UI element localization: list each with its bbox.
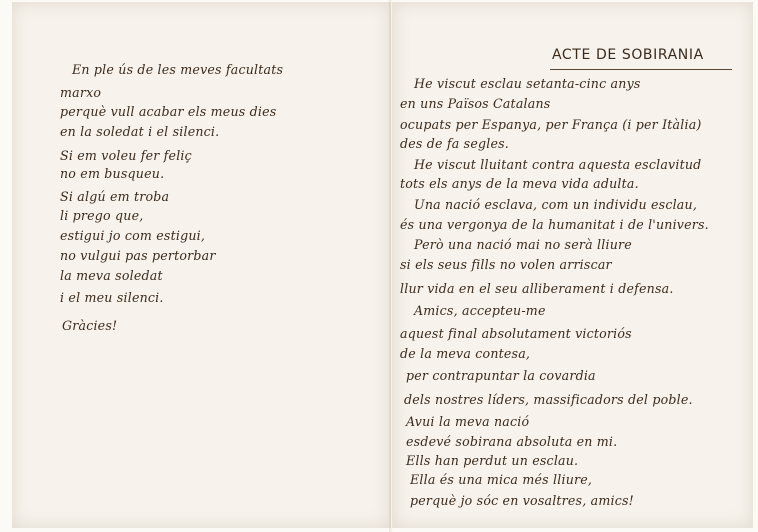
right-line: Ella és una mica més lliure, (410, 472, 593, 487)
right-line: llur vida en el seu alliberament i defensa. (400, 281, 674, 296)
right-line: és una vergonya de la humanitat i de l'univers. (400, 217, 709, 232)
right-line: Amics, accepteu-me (414, 303, 546, 318)
left-line: perquè vull acabar els meus dies (60, 104, 277, 119)
right-line: ocupats per Espanya, per França (i per Itàlia) (400, 117, 702, 132)
left-line: Gràcies! (62, 318, 118, 333)
page-fold (389, 0, 393, 532)
left-line: Si em voleu fer feliç (60, 148, 192, 163)
right-line: perquè jo sóc en vosaltres, amics! (410, 493, 634, 508)
right-line: Avui la meva nació (406, 414, 530, 429)
left-line: no em busqueu. (60, 166, 165, 181)
right-line: Una nació esclava, com un individu esclau, (414, 197, 698, 212)
right-line: en uns Països Catalans (400, 96, 551, 111)
left-line: li prego que, (60, 208, 144, 223)
left-line: i el meu silenci. (60, 290, 164, 305)
right-line: Però una nació mai no serà lliure (414, 237, 632, 252)
left-line: estigui jo com estigui, (60, 228, 206, 243)
left-line: no vulgui pas pertorbar (60, 248, 216, 263)
right-line: si els seus fills no volen arriscar (400, 257, 612, 272)
left-page (12, 2, 391, 528)
title-underline (550, 69, 732, 70)
right-line: des de fa segles. (400, 136, 509, 151)
right-line: per contrapuntar la covardia (406, 368, 596, 383)
document-title: ACTE DE SOBIRANIA (552, 47, 704, 63)
right-line: He viscut lluitant contra aquesta esclavitud (414, 157, 702, 172)
left-line: Si algú em troba (60, 189, 170, 204)
right-line: He viscut esclau setanta-cinc anys (414, 76, 641, 91)
right-line: de la meva contesa, (400, 346, 531, 361)
left-line: En ple ús de les meves facultats (72, 62, 284, 77)
left-line: en la soledat i el silenci. (60, 124, 220, 139)
right-line: Ells han perdut un esclau. (406, 453, 579, 468)
left-line: marxo (60, 85, 102, 100)
right-line: dels nostres líders, massificadors del poble. (404, 392, 693, 407)
right-line: esdevé sobirana absoluta en mi. (406, 434, 618, 449)
left-line: la meva soledat (60, 268, 163, 283)
right-line: tots els anys de la meva vida adulta. (400, 176, 639, 191)
right-line: aquest final absolutament victoriós (400, 326, 632, 341)
